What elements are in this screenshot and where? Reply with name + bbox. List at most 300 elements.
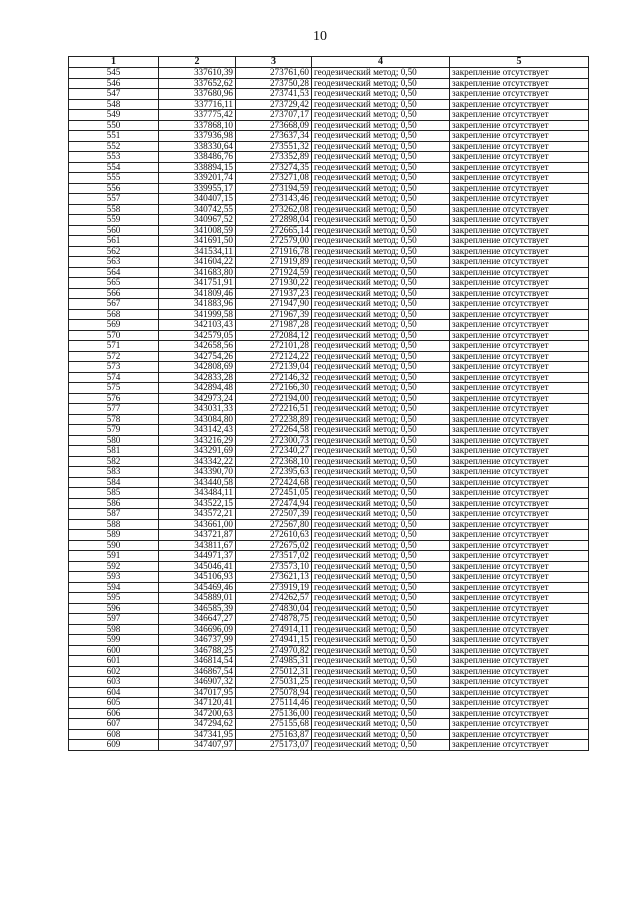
table-row xyxy=(69,719,589,730)
point-number-cell: 583 xyxy=(69,467,159,478)
method-cell: геодезический метод; 0,50 xyxy=(312,194,450,205)
method-cell: геодезический метод; 0,50 xyxy=(312,551,450,562)
point-number-cell: 608 xyxy=(69,729,159,740)
fixing-cell: закрепление отсутствует xyxy=(450,488,589,499)
x-coordinate-cell: 343522,15 xyxy=(159,498,236,509)
x-coordinate-cell: 345469,46 xyxy=(159,582,236,593)
table-row xyxy=(69,740,589,751)
table-row xyxy=(69,729,589,740)
x-coordinate-cell: 337868,10 xyxy=(159,120,236,131)
y-coordinate-cell: 273637,34 xyxy=(236,131,312,142)
point-number-cell: 558 xyxy=(69,204,159,215)
method-cell: геодезический метод; 0,50 xyxy=(312,666,450,677)
method-cell: геодезический метод; 0,50 xyxy=(312,225,450,236)
point-number-cell: 593 xyxy=(69,572,159,583)
y-coordinate-cell: 272084,12 xyxy=(236,330,312,341)
method-cell: геодезический метод; 0,50 xyxy=(312,204,450,215)
method-cell: геодезический метод; 0,50 xyxy=(312,78,450,89)
y-coordinate-cell: 272474,94 xyxy=(236,498,312,509)
fixing-cell: закрепление отсутствует xyxy=(450,257,589,268)
y-coordinate-cell: 273750,28 xyxy=(236,78,312,89)
method-cell: геодезический метод; 0,50 xyxy=(312,152,450,163)
x-coordinate-cell: 343216,29 xyxy=(159,435,236,446)
x-coordinate-cell: 338330,64 xyxy=(159,141,236,152)
fixing-cell: закрепление отсутствует xyxy=(450,225,589,236)
y-coordinate-cell: 271919,89 xyxy=(236,257,312,268)
x-coordinate-cell: 341008,59 xyxy=(159,225,236,236)
method-cell: геодезический метод; 0,50 xyxy=(312,383,450,394)
fixing-cell: закрепление отсутствует xyxy=(450,152,589,163)
table-row xyxy=(69,687,589,698)
method-cell: геодезический метод; 0,50 xyxy=(312,509,450,520)
y-coordinate-cell: 273707,17 xyxy=(236,110,312,121)
point-number-cell: 595 xyxy=(69,593,159,604)
table-row xyxy=(69,614,589,625)
method-cell: геодезический метод; 0,50 xyxy=(312,477,450,488)
table-row xyxy=(69,162,589,173)
fixing-cell: закрепление отсутствует xyxy=(450,141,589,152)
fixing-cell: закрепление отсутствует xyxy=(450,456,589,467)
y-coordinate-cell: 272146,32 xyxy=(236,372,312,383)
point-number-cell: 590 xyxy=(69,540,159,551)
fixing-cell: закрепление отсутствует xyxy=(450,729,589,740)
x-coordinate-cell: 346737,99 xyxy=(159,635,236,646)
fixing-cell: закрепление отсутствует xyxy=(450,278,589,289)
point-number-cell: 576 xyxy=(69,393,159,404)
point-number-cell: 601 xyxy=(69,656,159,667)
fixing-cell: закрепление отсутствует xyxy=(450,330,589,341)
table-row xyxy=(69,341,589,352)
table-row xyxy=(69,572,589,583)
x-coordinate-cell: 343484,11 xyxy=(159,488,236,499)
table-row xyxy=(69,645,589,656)
y-coordinate-cell: 274830,04 xyxy=(236,603,312,614)
method-cell: геодезический метод; 0,50 xyxy=(312,687,450,698)
fixing-cell: закрепление отсутствует xyxy=(450,530,589,541)
fixing-cell: закрепление отсутствует xyxy=(450,68,589,79)
y-coordinate-cell: 272124,22 xyxy=(236,351,312,362)
fixing-cell: закрепление отсутствует xyxy=(450,656,589,667)
method-cell: геодезический метод; 0,50 xyxy=(312,320,450,331)
y-coordinate-cell: 272368,10 xyxy=(236,456,312,467)
x-coordinate-cell: 345889,01 xyxy=(159,593,236,604)
x-coordinate-cell: 337775,42 xyxy=(159,110,236,121)
x-coordinate-cell: 341751,91 xyxy=(159,278,236,289)
y-coordinate-cell: 274914,11 xyxy=(236,624,312,635)
method-cell: геодезический метод; 0,50 xyxy=(312,89,450,100)
method-cell: геодезический метод; 0,50 xyxy=(312,267,450,278)
header-cell: 1 xyxy=(69,57,159,68)
x-coordinate-cell: 346696,09 xyxy=(159,624,236,635)
y-coordinate-cell: 271924,59 xyxy=(236,267,312,278)
x-coordinate-cell: 342808,69 xyxy=(159,362,236,373)
fixing-cell: закрепление отсутствует xyxy=(450,698,589,709)
point-number-cell: 596 xyxy=(69,603,159,614)
method-cell: геодезический метод; 0,50 xyxy=(312,603,450,614)
fixing-cell: закрепление отсутствует xyxy=(450,687,589,698)
table-row xyxy=(69,624,589,635)
y-coordinate-cell: 272579,00 xyxy=(236,236,312,247)
fixing-cell: закрепление отсутствует xyxy=(450,404,589,415)
y-coordinate-cell: 271967,39 xyxy=(236,309,312,320)
y-coordinate-cell: 272139,04 xyxy=(236,362,312,373)
method-cell: геодезический метод; 0,50 xyxy=(312,593,450,604)
point-number-cell: 556 xyxy=(69,183,159,194)
table-row xyxy=(69,131,589,142)
fixing-cell: закрепление отсутствует xyxy=(450,519,589,530)
table-header-row xyxy=(69,57,589,68)
x-coordinate-cell: 346907,32 xyxy=(159,677,236,688)
point-number-cell: 577 xyxy=(69,404,159,415)
table-row xyxy=(69,78,589,89)
method-cell: геодезический метод; 0,50 xyxy=(312,698,450,709)
x-coordinate-cell: 343142,43 xyxy=(159,425,236,436)
x-coordinate-cell: 344971,37 xyxy=(159,551,236,562)
table-row xyxy=(69,383,589,394)
fixing-cell: закрепление отсутствует xyxy=(450,89,589,100)
y-coordinate-cell: 274878,75 xyxy=(236,614,312,625)
table-row xyxy=(69,488,589,499)
x-coordinate-cell: 337716,11 xyxy=(159,99,236,110)
fixing-cell: закрепление отсутствует xyxy=(450,498,589,509)
method-cell: геодезический метод; 0,50 xyxy=(312,645,450,656)
method-cell: геодезический метод; 0,50 xyxy=(312,372,450,383)
table-row xyxy=(69,467,589,478)
fixing-cell: закрепление отсутствует xyxy=(450,299,589,310)
method-cell: геодезический метод; 0,50 xyxy=(312,729,450,740)
method-cell: геодезический метод; 0,50 xyxy=(312,435,450,446)
y-coordinate-cell: 273352,89 xyxy=(236,152,312,163)
point-number-cell: 606 xyxy=(69,708,159,719)
method-cell: геодезический метод; 0,50 xyxy=(312,530,450,541)
table-row xyxy=(69,698,589,709)
x-coordinate-cell: 341683,80 xyxy=(159,267,236,278)
header-cell: 3 xyxy=(236,57,312,68)
point-number-cell: 609 xyxy=(69,740,159,751)
x-coordinate-cell: 343721,87 xyxy=(159,530,236,541)
point-number-cell: 587 xyxy=(69,509,159,520)
y-coordinate-cell: 274985,31 xyxy=(236,656,312,667)
fixing-cell: закрепление отсутствует xyxy=(450,162,589,173)
coordinates-table xyxy=(68,56,589,751)
y-coordinate-cell: 272300,73 xyxy=(236,435,312,446)
fixing-cell: закрепление отсутствует xyxy=(450,477,589,488)
point-number-cell: 579 xyxy=(69,425,159,436)
fixing-cell: закрепление отсутствует xyxy=(450,582,589,593)
method-cell: геодезический метод; 0,50 xyxy=(312,288,450,299)
y-coordinate-cell: 273551,32 xyxy=(236,141,312,152)
page-number: 10 xyxy=(313,29,327,44)
fixing-cell: закрепление отсутствует xyxy=(450,593,589,604)
table-row xyxy=(69,435,589,446)
x-coordinate-cell: 339955,17 xyxy=(159,183,236,194)
table-row xyxy=(69,540,589,551)
fixing-cell: закрепление отсутствует xyxy=(450,540,589,551)
fixing-cell: закрепление отсутствует xyxy=(450,362,589,373)
method-cell: геодезический метод; 0,50 xyxy=(312,120,450,131)
y-coordinate-cell: 272216,51 xyxy=(236,404,312,415)
method-cell: геодезический метод; 0,50 xyxy=(312,572,450,583)
y-coordinate-cell: 271947,90 xyxy=(236,299,312,310)
method-cell: геодезический метод; 0,50 xyxy=(312,561,450,572)
point-number-cell: 592 xyxy=(69,561,159,572)
y-coordinate-cell: 273517,02 xyxy=(236,551,312,562)
table-row xyxy=(69,194,589,205)
x-coordinate-cell: 347120,41 xyxy=(159,698,236,709)
method-cell: геодезический метод; 0,50 xyxy=(312,425,450,436)
fixing-cell: закрепление отсутствует xyxy=(450,215,589,226)
table-row xyxy=(69,425,589,436)
y-coordinate-cell: 275173,07 xyxy=(236,740,312,751)
method-cell: геодезический метод; 0,50 xyxy=(312,498,450,509)
y-coordinate-cell: 273729,42 xyxy=(236,99,312,110)
table-row xyxy=(69,551,589,562)
fixing-cell: закрепление отсутствует xyxy=(450,110,589,121)
fixing-cell: закрепление отсутствует xyxy=(450,414,589,425)
x-coordinate-cell: 345046,41 xyxy=(159,561,236,572)
y-coordinate-cell: 272101,28 xyxy=(236,341,312,352)
fixing-cell: закрепление отсутствует xyxy=(450,393,589,404)
y-coordinate-cell: 273668,09 xyxy=(236,120,312,131)
y-coordinate-cell: 272675,02 xyxy=(236,540,312,551)
y-coordinate-cell: 273919,19 xyxy=(236,582,312,593)
point-number-cell: 554 xyxy=(69,162,159,173)
point-number-cell: 564 xyxy=(69,267,159,278)
method-cell: геодезический метод; 0,50 xyxy=(312,131,450,142)
x-coordinate-cell: 339201,74 xyxy=(159,173,236,184)
table-row xyxy=(69,603,589,614)
x-coordinate-cell: 338894,15 xyxy=(159,162,236,173)
table-row xyxy=(69,446,589,457)
method-cell: геодезический метод; 0,50 xyxy=(312,740,450,751)
method-cell: геодезический метод; 0,50 xyxy=(312,488,450,499)
x-coordinate-cell: 343084,80 xyxy=(159,414,236,425)
point-number-cell: 602 xyxy=(69,666,159,677)
y-coordinate-cell: 273194,59 xyxy=(236,183,312,194)
method-cell: геодезический метод; 0,50 xyxy=(312,215,450,226)
table-row xyxy=(69,666,589,677)
method-cell: геодезический метод; 0,50 xyxy=(312,309,450,320)
x-coordinate-cell: 347017,95 xyxy=(159,687,236,698)
fixing-cell: закрепление отсутствует xyxy=(450,467,589,478)
x-coordinate-cell: 337680,96 xyxy=(159,89,236,100)
method-cell: геодезический метод; 0,50 xyxy=(312,341,450,352)
table-row xyxy=(69,257,589,268)
x-coordinate-cell: 341604,22 xyxy=(159,257,236,268)
x-coordinate-cell: 342973,24 xyxy=(159,393,236,404)
point-number-cell: 591 xyxy=(69,551,159,562)
table-row xyxy=(69,351,589,362)
table-row xyxy=(69,561,589,572)
method-cell: геодезический метод; 0,50 xyxy=(312,624,450,635)
y-coordinate-cell: 275136,00 xyxy=(236,708,312,719)
x-coordinate-cell: 347294,62 xyxy=(159,719,236,730)
table-row xyxy=(69,68,589,79)
point-number-cell: 566 xyxy=(69,288,159,299)
method-cell: геодезический метод; 0,50 xyxy=(312,414,450,425)
x-coordinate-cell: 346647,27 xyxy=(159,614,236,625)
fixing-cell: закрепление отсутствует xyxy=(450,425,589,436)
table-row xyxy=(69,372,589,383)
fixing-cell: закрепление отсутствует xyxy=(450,509,589,520)
x-coordinate-cell: 346788,25 xyxy=(159,645,236,656)
x-coordinate-cell: 346867,54 xyxy=(159,666,236,677)
point-number-cell: 598 xyxy=(69,624,159,635)
point-number-cell: 575 xyxy=(69,383,159,394)
table-row xyxy=(69,152,589,163)
table-row xyxy=(69,141,589,152)
point-number-cell: 555 xyxy=(69,173,159,184)
fixing-cell: закрепление отсутствует xyxy=(450,551,589,562)
point-number-cell: 584 xyxy=(69,477,159,488)
method-cell: геодезический метод; 0,50 xyxy=(312,614,450,625)
point-number-cell: 545 xyxy=(69,68,159,79)
fixing-cell: закрепление отсутствует xyxy=(450,78,589,89)
y-coordinate-cell: 272194,00 xyxy=(236,393,312,404)
x-coordinate-cell: 343811,67 xyxy=(159,540,236,551)
table-row xyxy=(69,309,589,320)
header-cell: 4 xyxy=(312,57,450,68)
method-cell: геодезический метод; 0,50 xyxy=(312,162,450,173)
table-row xyxy=(69,708,589,719)
point-number-cell: 549 xyxy=(69,110,159,121)
point-number-cell: 571 xyxy=(69,341,159,352)
table-row xyxy=(69,183,589,194)
x-coordinate-cell: 337610,39 xyxy=(159,68,236,79)
point-number-cell: 552 xyxy=(69,141,159,152)
point-number-cell: 586 xyxy=(69,498,159,509)
table-row xyxy=(69,299,589,310)
x-coordinate-cell: 341999,58 xyxy=(159,309,236,320)
method-cell: геодезический метод; 0,50 xyxy=(312,456,450,467)
method-cell: геодезический метод; 0,50 xyxy=(312,173,450,184)
x-coordinate-cell: 347407,97 xyxy=(159,740,236,751)
point-number-cell: 594 xyxy=(69,582,159,593)
method-cell: геодезический метод; 0,50 xyxy=(312,719,450,730)
y-coordinate-cell: 271916,78 xyxy=(236,246,312,257)
fixing-cell: закрепление отсутствует xyxy=(450,435,589,446)
y-coordinate-cell: 275031,25 xyxy=(236,677,312,688)
x-coordinate-cell: 337652,62 xyxy=(159,78,236,89)
fixing-cell: закрепление отсутствует xyxy=(450,173,589,184)
x-coordinate-cell: 343440,58 xyxy=(159,477,236,488)
x-coordinate-cell: 340967,52 xyxy=(159,215,236,226)
x-coordinate-cell: 342658,56 xyxy=(159,341,236,352)
point-number-cell: 604 xyxy=(69,687,159,698)
x-coordinate-cell: 343342,22 xyxy=(159,456,236,467)
table-row xyxy=(69,288,589,299)
table-row xyxy=(69,120,589,131)
x-coordinate-cell: 343572,21 xyxy=(159,509,236,520)
point-number-cell: 557 xyxy=(69,194,159,205)
method-cell: геодезический метод; 0,50 xyxy=(312,467,450,478)
fixing-cell: закрепление отсутствует xyxy=(450,120,589,131)
method-cell: геодезический метод; 0,50 xyxy=(312,299,450,310)
method-cell: геодезический метод; 0,50 xyxy=(312,99,450,110)
table-row xyxy=(69,89,589,100)
fixing-cell: закрепление отсутствует xyxy=(450,194,589,205)
x-coordinate-cell: 347341,95 xyxy=(159,729,236,740)
method-cell: геодезический метод; 0,50 xyxy=(312,540,450,551)
point-number-cell: 563 xyxy=(69,257,159,268)
x-coordinate-cell: 341534,11 xyxy=(159,246,236,257)
table-row xyxy=(69,509,589,520)
x-coordinate-cell: 343031,33 xyxy=(159,404,236,415)
method-cell: геодезический метод; 0,50 xyxy=(312,519,450,530)
y-coordinate-cell: 272610,63 xyxy=(236,530,312,541)
point-number-cell: 560 xyxy=(69,225,159,236)
x-coordinate-cell: 341691,50 xyxy=(159,236,236,247)
fixing-cell: закрепление отсутствует xyxy=(450,635,589,646)
x-coordinate-cell: 343390,70 xyxy=(159,467,236,478)
point-number-cell: 570 xyxy=(69,330,159,341)
y-coordinate-cell: 275114,46 xyxy=(236,698,312,709)
method-cell: геодезический метод; 0,50 xyxy=(312,257,450,268)
x-coordinate-cell: 347200,63 xyxy=(159,708,236,719)
point-number-cell: 546 xyxy=(69,78,159,89)
fixing-cell: закрепление отсутствует xyxy=(450,603,589,614)
fixing-cell: закрепление отсутствует xyxy=(450,677,589,688)
point-number-cell: 574 xyxy=(69,372,159,383)
x-coordinate-cell: 345106,93 xyxy=(159,572,236,583)
table-row xyxy=(69,173,589,184)
table-row xyxy=(69,582,589,593)
y-coordinate-cell: 275078,94 xyxy=(236,687,312,698)
y-coordinate-cell: 272424,68 xyxy=(236,477,312,488)
method-cell: геодезический метод; 0,50 xyxy=(312,708,450,719)
table-row xyxy=(69,246,589,257)
point-number-cell: 589 xyxy=(69,530,159,541)
point-number-cell: 565 xyxy=(69,278,159,289)
table-row xyxy=(69,656,589,667)
point-number-cell: 572 xyxy=(69,351,159,362)
fixing-cell: закрепление отсутствует xyxy=(450,309,589,320)
y-coordinate-cell: 273143,46 xyxy=(236,194,312,205)
point-number-cell: 582 xyxy=(69,456,159,467)
y-coordinate-cell: 272340,27 xyxy=(236,446,312,457)
method-cell: геодезический метод; 0,50 xyxy=(312,446,450,457)
y-coordinate-cell: 273573,10 xyxy=(236,561,312,572)
method-cell: геодезический метод; 0,50 xyxy=(312,677,450,688)
table-row xyxy=(69,330,589,341)
y-coordinate-cell: 274262,57 xyxy=(236,593,312,604)
point-number-cell: 562 xyxy=(69,246,159,257)
table-row xyxy=(69,498,589,509)
point-number-cell: 551 xyxy=(69,131,159,142)
table-row xyxy=(69,215,589,226)
fixing-cell: закрепление отсутствует xyxy=(450,666,589,677)
y-coordinate-cell: 275012,31 xyxy=(236,666,312,677)
point-number-cell: 578 xyxy=(69,414,159,425)
method-cell: геодезический метод; 0,50 xyxy=(312,582,450,593)
method-cell: геодезический метод; 0,50 xyxy=(312,362,450,373)
x-coordinate-cell: 340407,15 xyxy=(159,194,236,205)
point-number-cell: 559 xyxy=(69,215,159,226)
x-coordinate-cell: 342103,43 xyxy=(159,320,236,331)
method-cell: геодезический метод; 0,50 xyxy=(312,246,450,257)
y-coordinate-cell: 272567,80 xyxy=(236,519,312,530)
y-coordinate-cell: 273621,13 xyxy=(236,572,312,583)
point-number-cell: 573 xyxy=(69,362,159,373)
fixing-cell: закрепление отсутствует xyxy=(450,740,589,751)
header-cell: 5 xyxy=(450,57,589,68)
y-coordinate-cell: 272507,39 xyxy=(236,509,312,520)
y-coordinate-cell: 274941,15 xyxy=(236,635,312,646)
fixing-cell: закрепление отсутствует xyxy=(450,719,589,730)
x-coordinate-cell: 343661,00 xyxy=(159,519,236,530)
point-number-cell: 607 xyxy=(69,719,159,730)
table-row xyxy=(69,225,589,236)
